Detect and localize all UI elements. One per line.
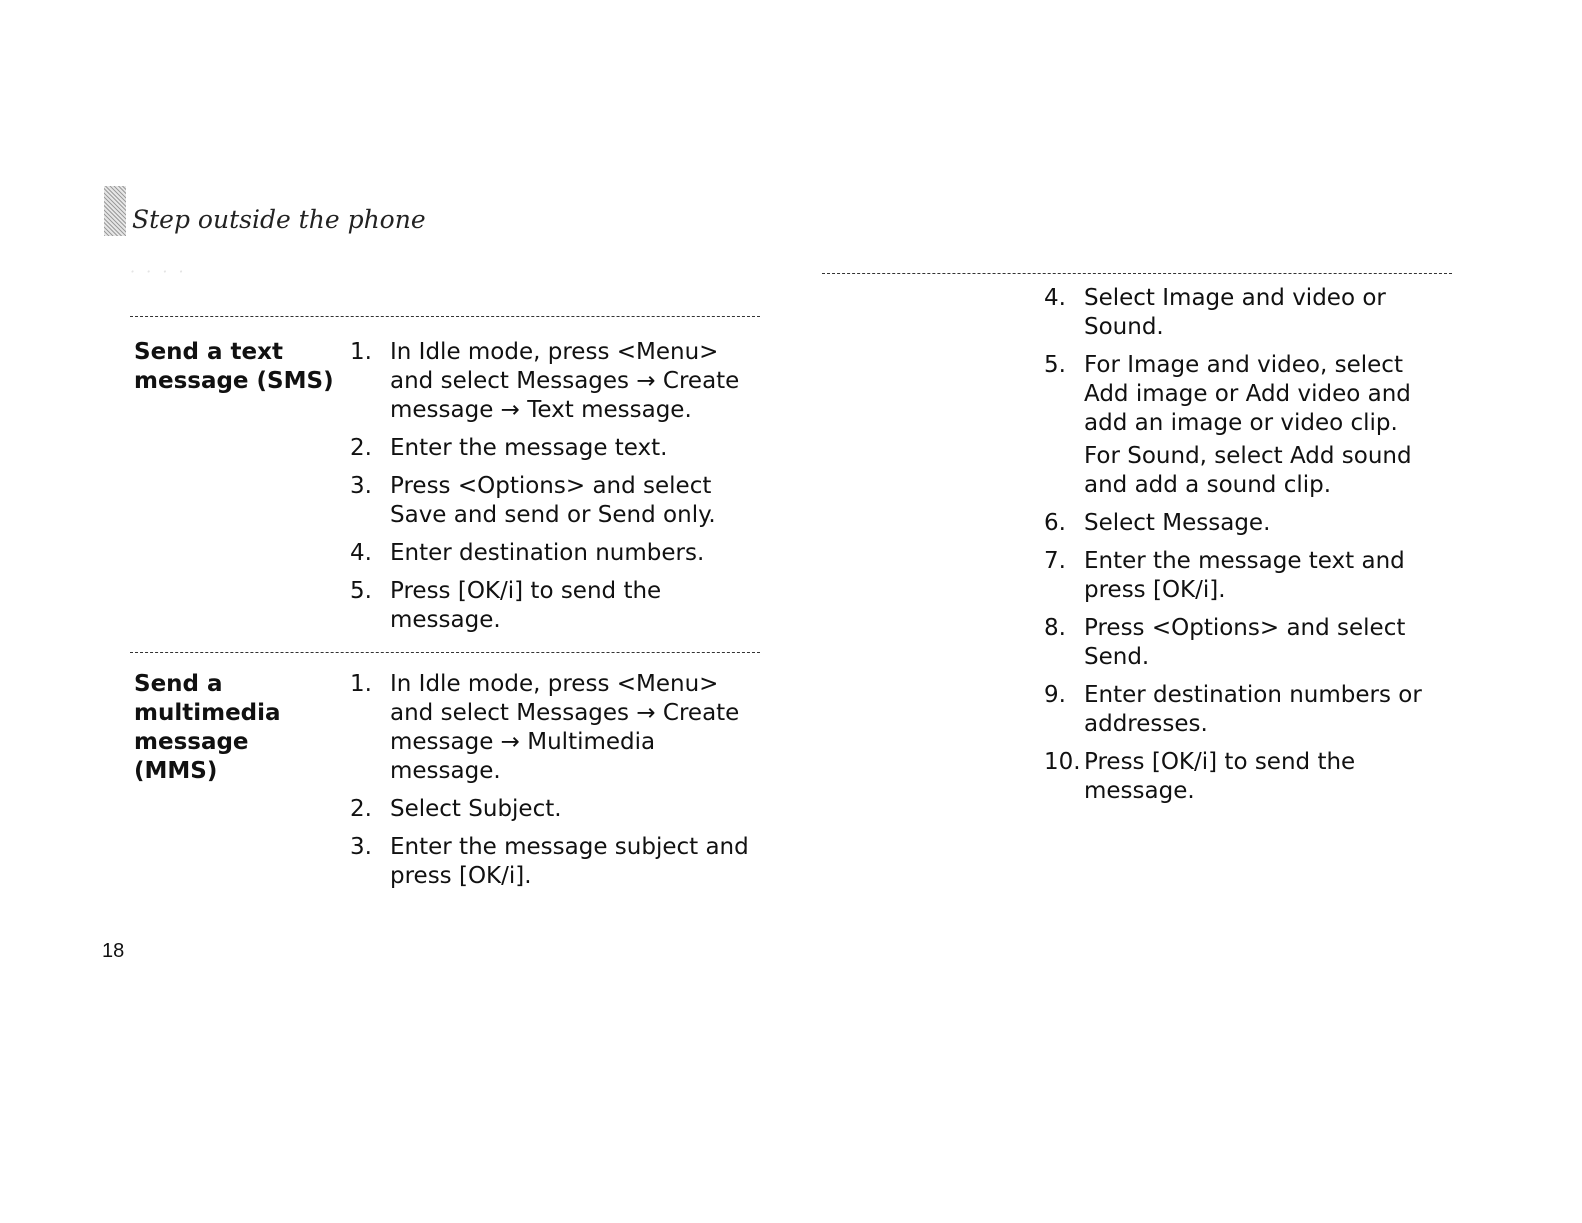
mms-steps-continued: [1044, 284, 1454, 815]
step-number: 4.: [350, 540, 372, 566]
header-decoration-icon: [104, 186, 126, 236]
step-text: Select Message.: [1084, 510, 1271, 536]
step-number: 1.: [350, 671, 372, 697]
step-text: Press [OK/i] to send the message.: [390, 578, 662, 633]
step-text: Select Image and video or Sound.: [1084, 285, 1386, 340]
mms-steps: [350, 670, 764, 900]
faint-section-heading: · · · ·: [130, 262, 187, 281]
list-item: [350, 338, 764, 425]
divider: [130, 652, 760, 653]
step-text: Enter the message text.: [390, 435, 668, 461]
page-number: 18: [102, 940, 125, 962]
step-text: Enter destination numbers or addresses.: [1084, 682, 1422, 737]
step-text: In Idle mode, press <Menu> and select Messages → Create message → Text message.: [390, 339, 740, 423]
sms-section-label: Send a text message (SMS): [134, 339, 334, 394]
list-item: [1044, 681, 1454, 739]
list-item: [1044, 547, 1454, 605]
list-item: [350, 577, 764, 635]
step-text: Enter the message subject and press [OK/i].: [390, 834, 749, 889]
step-text: Press <Options> and select Send.: [1084, 615, 1406, 670]
list-item: [350, 795, 764, 824]
list-item: [1044, 284, 1454, 342]
step-number: 10.: [1044, 749, 1081, 775]
step-text: Enter destination numbers.: [390, 540, 705, 566]
sms-steps: [350, 338, 764, 644]
mms-section-label: Send a multimedia message (MMS): [134, 671, 281, 784]
step-text: Enter the message text and press [OK/i].: [1084, 548, 1405, 603]
step-number: 1.: [350, 339, 372, 365]
step-number: 3.: [350, 834, 372, 860]
step-text: Press <Options> and select Save and send or Send only.: [390, 473, 716, 528]
list-item: [350, 472, 764, 530]
step-text: For Image and video, select Add image or Add video and add an image or video clip.: [1084, 352, 1411, 436]
divider: [130, 316, 760, 317]
list-item: [1044, 614, 1454, 672]
list-item: [350, 539, 764, 568]
step-text: Press [OK/i] to send the message.: [1084, 749, 1356, 804]
step-number: 5.: [350, 578, 372, 604]
step-text: In Idle mode, press <Menu> and select Messages → Create message → Multimedia message.: [390, 671, 740, 784]
list-item: [1044, 351, 1454, 438]
list-item: [350, 434, 764, 463]
list-item: [350, 670, 764, 786]
list-item: [350, 833, 764, 891]
list-item: [1044, 509, 1454, 538]
step-number: 2.: [350, 435, 372, 461]
step-number: 4.: [1044, 285, 1066, 311]
step-number: 2.: [350, 796, 372, 822]
step-number: 6.: [1044, 510, 1066, 536]
list-item: [1044, 748, 1454, 806]
step-number: 8.: [1044, 615, 1066, 641]
step-number: 3.: [350, 473, 372, 499]
page-header: [104, 186, 426, 236]
divider: [822, 273, 1452, 274]
step-text: Select Subject.: [390, 796, 562, 822]
page-title: Step outside the phone: [132, 205, 426, 234]
step-number: 9.: [1044, 682, 1066, 708]
step-number: 7.: [1044, 548, 1066, 574]
step-text: For Sound, select Add sound and add a sound clip.: [1084, 443, 1412, 498]
list-item: [1044, 442, 1454, 500]
step-number: [1044, 442, 1084, 500]
step-number: 5.: [1044, 352, 1066, 378]
